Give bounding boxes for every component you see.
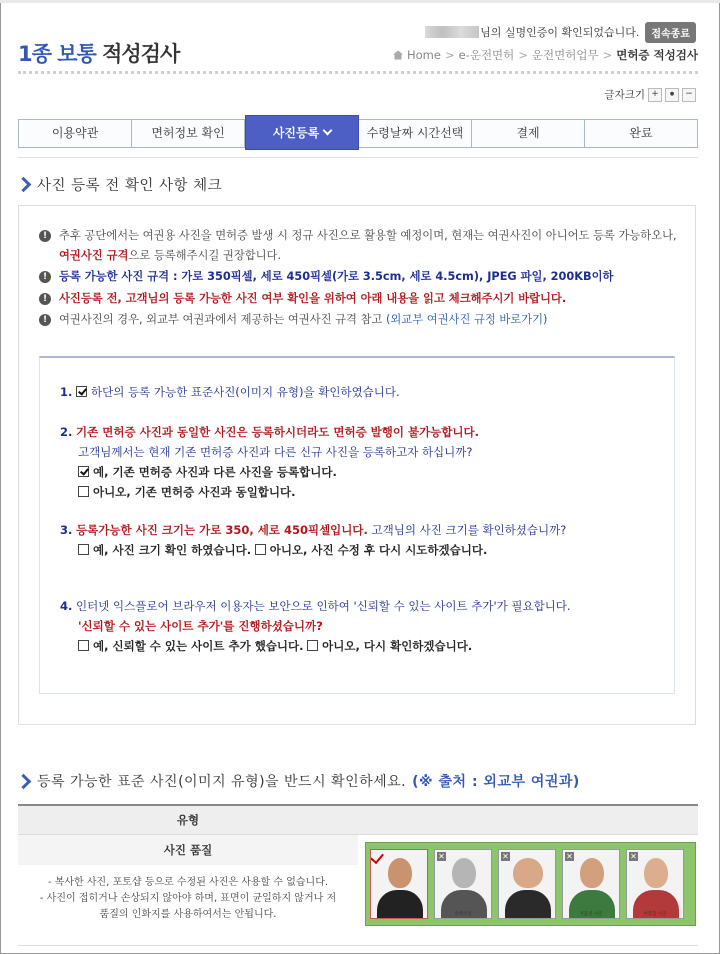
breadcrumb-separator: > [602,48,613,62]
question-text: 고객님의 사진 크기를 확인하셨습니까? [371,523,567,537]
home-icon [393,51,403,60]
tab-label: 결제 [516,126,540,140]
q4-no-checkbox[interactable] [307,640,318,651]
tab-label: 이용약관 [51,126,99,140]
top-line [0,0,720,3]
tab-photo-registration[interactable] [245,115,359,150]
tab-label: 완료 [629,126,653,140]
question-text: 고객님께서는 현재 기존 면허증 사진과 다른 신규 사진을 등록하고자 하십니까? [78,445,473,459]
sample-photo-bw [434,849,492,919]
header-divider [18,71,698,74]
close-icon: ✕ [438,852,445,861]
q3-yes-checkbox[interactable] [78,544,89,555]
font-size-reset-button[interactable]: ● [665,88,679,102]
option-label: 예, 기존 면허증 사진과 다른 사진을 등록합니다. [93,465,337,479]
table-header-type: 유형 [176,813,200,827]
tab-label: 수령날짜 시간선택 [366,126,464,140]
question-number: 2. [60,425,73,439]
question-text: 하단의 등록 가능한 표준사진(이미지 유형)을 확인하였습니다. [91,385,400,399]
section-title: 사진 등록 전 확인 사항 체크 [37,178,223,194]
q3-no-checkbox[interactable] [255,544,266,555]
q1-checkbox[interactable] [76,386,87,397]
close-icon: ✕ [566,852,573,861]
row-label-photo-quality: 사진 품질 [18,835,358,865]
question-box [39,356,675,694]
desc-line: 품질의 인화지를 사용하여서는 안됩니다. [99,909,277,920]
breadcrumb-current: 면허증 적성검사 [616,48,698,62]
title-rest: 적성검사 [102,42,180,66]
photo-quality-description [18,865,358,933]
q2-yes-checkbox[interactable] [78,466,89,477]
exclamation-icon: ! [39,271,51,283]
question-number: 4. [60,599,73,613]
q2-no-checkbox[interactable] [78,486,89,497]
face-shape [388,858,412,888]
photo-label: 부분합 사진 [643,912,667,917]
title-license-type: 1종 보통 [18,42,96,66]
tab-receive-date[interactable] [359,120,472,147]
notice-box [18,205,696,725]
question-number: 1. [60,385,73,399]
breadcrumb-e-license[interactable]: e-운전면허 [458,48,515,62]
passport-rule-link[interactable]: (외교부 여권사진 규정 바로가기) [385,313,548,326]
table-header-row [18,806,698,835]
sample-photo-partial [626,849,684,919]
question-warning: '신뢰할 수 있는 사이트 추가'를 진행하셨습니까? [78,619,323,633]
font-size-increase-button[interactable]: + [648,88,662,102]
font-size-decrease-button[interactable]: − [682,88,696,102]
notice-highlight: 여권사진 규격 [59,249,129,262]
option-label: 아니오, 사진 수정 후 다시 시도하겠습니다. [269,543,488,557]
breadcrumb-separator: > [518,48,528,62]
face-shape [580,858,604,888]
question-warning: 등록가능한 사진 크기는 가로 350, 세로 450픽셀입니다. [76,523,368,537]
option-label: 예, 신뢰할 수 있는 사이트 추가 했습니다. [93,639,304,653]
photo-label: 왜곡사진 [518,912,536,917]
question-1 [60,382,400,402]
section-standard-photo-heading [18,771,580,791]
tab-label: 사진등록 [272,126,320,140]
blurred-username [425,26,479,38]
tab-terms[interactable] [19,120,132,147]
desc-line: - 사진이 접히거나 손상되지 않아야 하며, 표면이 균일하지 않거나 저 [39,893,337,904]
table-header-empty [358,806,698,834]
sample-photo-low-quality [562,849,620,919]
breadcrumb-separator: > [444,48,455,62]
arrow-right-icon [16,177,32,193]
sample-photo-strip [365,842,696,926]
page-title [18,38,179,68]
question-text: 인터넷 익스플로어 브라우저 이용자는 보안으로 인하여 '신뢰할 수 있는 사이트 추가'가 필요합니다. [76,599,571,613]
option-label: 아니오, 기존 면허증 사진과 동일합니다. [93,485,296,499]
user-verified-text: 님의 실명인증이 확인되었습니다. [480,26,640,39]
breadcrumb-license-work[interactable]: 운전면허업무 [531,48,599,62]
tab-license-info[interactable] [132,120,245,147]
tab-label: 면허정보 확인 [151,126,225,140]
table-cell [18,835,358,945]
breadcrumb-home[interactable]: Home [407,48,441,62]
question-3 [60,520,566,560]
notice-item [39,310,679,330]
font-size-label: 글자크기 [604,89,645,101]
check-icon [370,850,384,864]
tab-divider [18,157,698,158]
close-icon: ✕ [502,852,509,861]
font-size-control [604,87,696,102]
photo-label: 흑백사진 [454,912,472,917]
photo-label: 저품질 사진 [579,912,603,917]
option-label: 아니오, 다시 확인하겠습니다. [322,639,473,653]
notice-text: 추후 공단에서는 여권용 사진을 면허증 발생 시 정규 사진으로 활용할 예정이며, 현재는 여권사진이 아니어도 등록 가능하오나, [59,229,677,242]
user-bar [425,22,696,42]
suit-shape [377,890,423,919]
notice-item [39,267,679,287]
sample-photo-distorted [498,849,556,919]
tab-payment[interactable] [472,120,585,147]
q4-yes-checkbox[interactable] [78,640,89,651]
arrow-right-icon [16,773,32,789]
close-icon: ✕ [630,852,637,861]
section-check-heading [18,174,222,195]
notice-text: 으로 등록해주시길 권장합니다. [128,249,282,262]
exclamation-icon: ! [39,293,51,305]
section-title: 등록 가능한 표준 사진(이미지 유형)을 반드시 확인하세요. [37,774,407,790]
face-shape [644,858,668,888]
notice-item [39,289,679,309]
exclamation-icon: ! [39,314,51,326]
question-number: 3. [60,523,73,537]
tab-complete[interactable] [585,120,697,147]
desc-line: - 복사한 사진, 포토샵 등으로 수정된 사진은 사용할 수 없습니다. [47,877,329,888]
option-label: 예, 사진 크기 확인 하였습니다. [93,543,252,557]
exclamation-icon: ! [39,230,51,242]
breadcrumb [393,47,698,63]
question-4 [60,596,571,656]
chevron-down-icon [323,126,333,136]
step-tabs [18,119,698,148]
notice-photo-spec: 등록 가능한 사진 규격 : 가로 350픽셀, 세로 450픽셀(가로 3.5cm, 세로 4.5cm), JPEG 파일, 200KB이하 [59,270,614,283]
notice-check-instruction: 사진등록 전, 고객님의 등록 가능한 사진 여부 확인을 위하여 아래 내용을 읽고 체크해주시기 바랍니다. [59,292,567,305]
face-shape [452,858,476,888]
face-shape [513,858,543,888]
question-warning: 기존 면허증 사진과 동일한 사진은 등록하시더라도 면허증 발행이 불가능합니다. [76,425,480,439]
section-source: (※ 출처 : 외교부 여권과) [412,774,580,790]
sample-photo-good [370,849,428,919]
notice-text: 여권사진의 경우, 외교부 여권과에서 제공하는 여권사진 규격 참고 [59,313,383,326]
notice-item [39,226,679,266]
question-2 [60,422,479,502]
logout-button[interactable]: 접속종료 [645,22,696,43]
